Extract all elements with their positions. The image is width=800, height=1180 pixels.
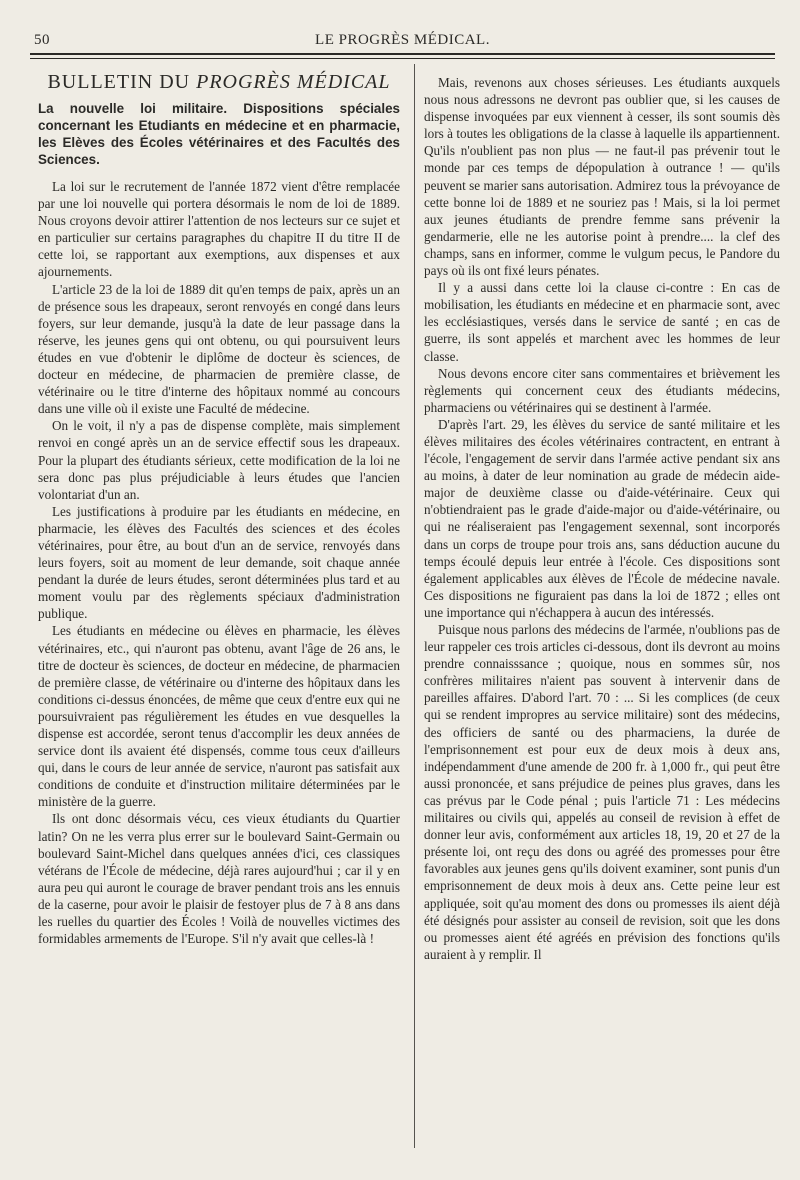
paragraph: Il y a aussi dans cette loi la clause ci-contre : En cas de mobilisation, les étudiants en médecine et en pharmacie sont, avec les ecclésiastiques, versés dans le service de santé ; en cas de guerre, ils sont appelés et marchent avec les hommes de leur classe. bbox=[424, 280, 780, 364]
paragraph: Mais, revenons aux choses sérieuses. Les étudiants auxquels nous nous adressons ne devront pas oublier que, si les causes de dispense invoquées par eux viennent à cesser, ils sont soumis dès lors à toutes les obligations de la classe à laquelle ils appartiennent. Qu'ils n'oublient pas non plus — ne faut-il pas prévenir tout le monde par ces temps de dépopulation à outrance ! — qu'ils peuvent se marier sans autorisation. Admirez tous la prévoyance de cette bonne loi de 1889 et ne souriez pas ! Mais, si la loi permet aux jeunes étudiants de prendre femme sans prévenir la gendarmerie, elle ne les autorise point à prendre.... la clef des champs, sans en informer, comme le vulgum pecus, le Pandore du pays où ils ont fixé leurs pénates. bbox=[424, 75, 780, 279]
journal-name: LE PROGRÈS MÉDICAL. bbox=[315, 32, 490, 48]
paragraph: Les étudiants en médecine ou élèves en pharmacie, les élèves vétérinaires, etc., qui n'auront pas obtenu, avant l'âge de 26 ans, le titre de docteur ès sciences, de docteur en médecine, de pharmacien de première classe, de vétérinaire ou d'interne des hôpitaux dans les conditions ci-dessus énoncées, de même que ceux d'entre eux qui ne poursuivraient pas régulièrement les études en vue desquelles la dispense est accordée, seront tenus d'accomplir les deux années de service dont ils avaient été dispensés, comme tous ceux d'ailleurs qui, dans le cours de leur année de service, n'auront pas satisfait aux conditions de conduite et d'instruction militaire déterminées par le ministère de la guerre. bbox=[38, 623, 400, 810]
header-rule-thin bbox=[30, 58, 775, 59]
paragraph: Ils ont donc désormais vécu, ces vieux étudiants du Quartier latin? On ne les verra plus errer sur le boulevard Saint-Germain ou boulevard Saint-Michel dans quelques années d'ici, ces classiques vétérans de l'École de médecine, déjà rares aujourd'hui ; car il y en aura peu qui auront le courage de braver pendant trois ans les ennuis de la caserne, pour avoir le plaisir de festoyer plus de 7 à 8 ans dans les ruelles du quartier des Écoles ! Voilà de nouvelles victimes des formidables armements de l'Europe. S'il n'y avait que celles-là ! bbox=[38, 811, 400, 947]
paragraph: La loi sur le recrutement de l'année 1872 vient d'être remplacée par une loi nouvelle qui portera désormais le nom de loi de 1889. Nous croyons devoir attirer l'attention de nos lecteurs sur ce sujet et en particulier sur certains paragraphes du chapitre II du titre II de cette loi, se rapportant aux exemptions, aux dispenses et aux ajournements. bbox=[38, 179, 400, 280]
left-column bbox=[38, 66, 400, 1150]
paragraph: Nous devons encore citer sans commentaires et brièvement les règlements qui concernent ceux des étudiants médecins, pharmaciens ou vétérinaires qui se destinent à l'armée. bbox=[424, 365, 780, 415]
right-column bbox=[424, 74, 780, 1150]
bulletin-title bbox=[38, 70, 400, 94]
paragraph: Puisque nous parlons des médecins de l'armée, n'oublions pas de leur rappeler ces trois articles ci-dessous, dont ils devront au moins prendre connaisssance ; quoique, nous en sommes sûr, nos confrères militaires n'aient pas souvent à intervenir dans de pareilles affaires. D'abord l'art. 70 : ... Si les complices (de ceux qui se rendent impropres au service militaire) sont des médecins, des officiers de santé ou des pharmaciens, la durée de l'emprisonnement est pour eux de deux mois à deux ans, indépendamment d'une amende de 200 fr. à 1,000 fr., qui peut être aussi prononcée, et sans préjudice de peines plus graves, dans les cas prévus par le Code pénal ; puis l'article 71 : Les médecins militaires ou civils qui, appelés au conseil de revision à effet de donner leur avis, conformément aux articles 18, 19, 20 et 27 de la présente loi, ont reçu des dons ou agréé des promesses pour être favorables aux jeunes gens qu'ils doivent examiner, sont punis d'un emprisonnement de deux mois à deux ans. Cette peine leur est appliquée, soit qu'au moment des dons ou promesses ils aient déjà été désignés pour assister au conseil de revision, soit que les dons ou promesses aient été agréés en prévision des fonctions qu'ils auraient à y remplir. Il bbox=[424, 622, 780, 962]
bulletin-title-journal: PROGRÈS MÉDICAL bbox=[196, 71, 391, 93]
page-number: 50 bbox=[34, 32, 50, 48]
column-divider bbox=[414, 64, 415, 1148]
bulletin-title-prefix: BULLETIN DU bbox=[47, 71, 191, 93]
paragraph: On le voit, il n'y a pas de dispense complète, mais simplement renvoi en congé après un an de service effectif sous les drapeaux. Pour la plupart des étudiants sérieux, cette modification de la loi ne sera donc pas plus préjudiciable à leurs études que l'ancien volontariat d'un an. bbox=[38, 418, 400, 502]
header-rule-thick bbox=[30, 53, 775, 55]
paragraph: Les justifications à produire par les étudiants en médecine, en pharmacie, les élèves des Facultés des sciences et des écoles vétérinaires, pour être, au bout d'un an de service, renvoyés dans leurs foyers, soit au moment de leur demande, soit chaque année pendant la durée de leurs études, seront déterminées plus tard et au moment voulu par des règlements spéciaux d'administration publique. bbox=[38, 503, 400, 622]
paragraph: L'article 23 de la loi de 1889 dit qu'en temps de paix, après un an de présence sous les drapeaux, seront renvoyés en congé dans leurs foyers, sur leur demande, jusqu'à la date de leur passage dans la réserve, les jeunes gens qui ont obtenu, ou qui poursuivent leurs études en vue d'obtenir le diplôme de docteur ès sciences, de docteur en médecine, de pharmacien de première classe, de vétérinaire ou le titre d'interne des hôpitaux nommé au concours dans une ville où il existe une Faculté de médecine. bbox=[38, 281, 400, 417]
paragraph: D'après l'art. 29, les élèves du service de santé militaire et les élèves militaires des écoles vétérinaires contractent, en entrant à l'école, l'engagement de servir dans l'armée active pendant six ans au moins, à dater de leur nomination au grade de médecin aide-major de deuxième classe ou d'aide-vétérinaire. Ceux qui n'obtiendraient pas le grade d'aide-major ou d'aide-vétérinaire, ou qui ne réaliseraient pas l'engagement sexennal, sont incorporés dans un corps de troupe pour trois ans, sans déduction aucune du temps écoulé depuis leur entrée à l'école. Ces dispositions sont également applicables aux élèves de l'École de médecine navale. Ces dispositions ne figuraient pas dans la loi de 1872 ; elles ont une importance qui n'échappera à aucun des intéressés. bbox=[424, 416, 780, 620]
article-headline: La nouvelle loi militaire. Dispositions spéciales concernant les Etudiants en médecine et en pharmacie, les Elèves des Écoles vétérinaires et des Facultés des Sciences. bbox=[38, 101, 400, 167]
running-head bbox=[30, 30, 775, 52]
